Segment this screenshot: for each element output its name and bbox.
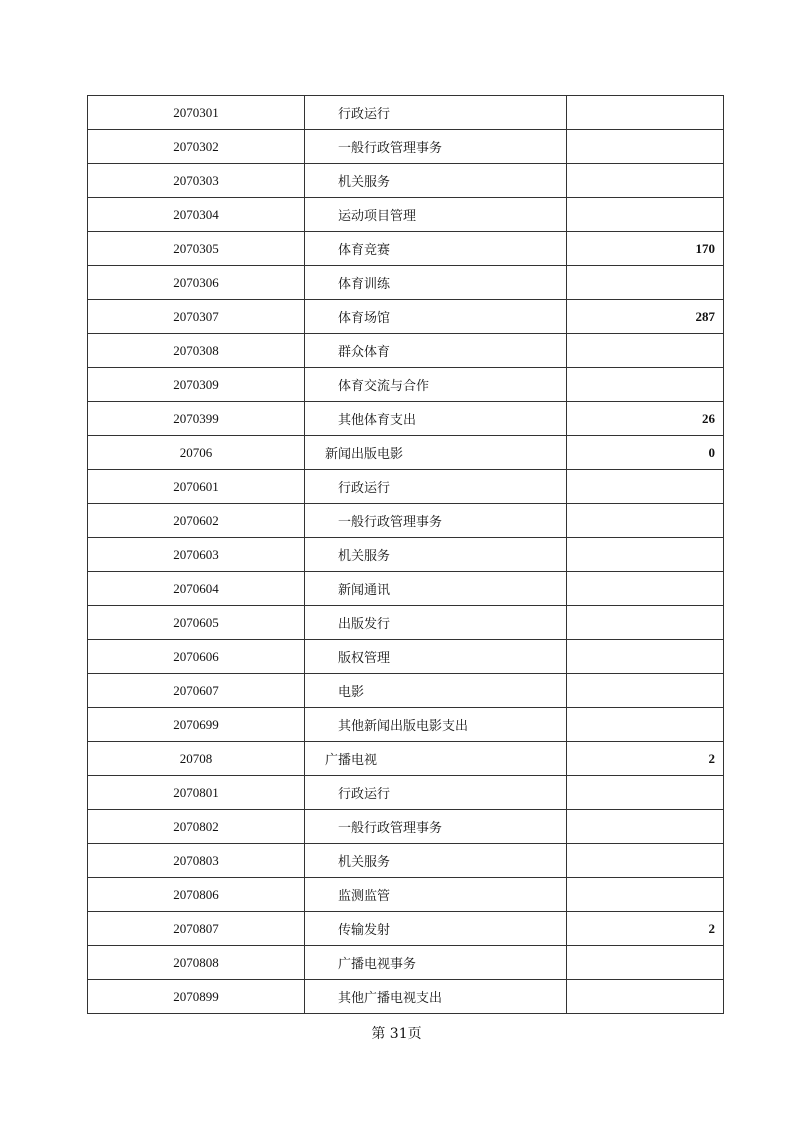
table-row bbox=[88, 96, 724, 130]
amount-cell bbox=[567, 946, 724, 980]
amount-cell: 2 bbox=[567, 912, 724, 946]
subject-name-cell: 体育训练 bbox=[305, 266, 567, 300]
subject-name-cell: 传输发射 bbox=[305, 912, 567, 946]
subject-code-cell: 2070806 bbox=[88, 878, 305, 912]
amount-cell: 287 bbox=[567, 300, 724, 334]
subject-code-cell: 2070304 bbox=[88, 198, 305, 232]
budget-table-container bbox=[87, 95, 724, 1014]
amount-cell bbox=[567, 606, 724, 640]
subject-name-cell: 出版发行 bbox=[305, 606, 567, 640]
subject-name-cell: 群众体育 bbox=[305, 334, 567, 368]
budget-table bbox=[87, 95, 724, 1014]
amount-cell: 26 bbox=[567, 402, 724, 436]
subject-code-cell: 2070308 bbox=[88, 334, 305, 368]
table-row bbox=[88, 402, 724, 436]
subject-code-cell: 2070699 bbox=[88, 708, 305, 742]
subject-name-cell: 体育场馆 bbox=[305, 300, 567, 334]
amount-cell bbox=[567, 844, 724, 878]
amount-cell bbox=[567, 198, 724, 232]
subject-name-cell: 版权管理 bbox=[305, 640, 567, 674]
table-row bbox=[88, 368, 724, 402]
subject-code-cell: 2070899 bbox=[88, 980, 305, 1014]
subject-name-cell: 一般行政管理事务 bbox=[305, 810, 567, 844]
subject-code-cell: 2070306 bbox=[88, 266, 305, 300]
table-row bbox=[88, 878, 724, 912]
subject-code-cell: 2070307 bbox=[88, 300, 305, 334]
subject-code-cell: 2070301 bbox=[88, 96, 305, 130]
table-row bbox=[88, 300, 724, 334]
amount-cell bbox=[567, 878, 724, 912]
subject-name-cell: 电影 bbox=[305, 674, 567, 708]
table-row bbox=[88, 164, 724, 198]
amount-cell: 2 bbox=[567, 742, 724, 776]
table-row bbox=[88, 334, 724, 368]
subject-name-cell: 一般行政管理事务 bbox=[305, 504, 567, 538]
table-row bbox=[88, 844, 724, 878]
page-number: 第 31页 bbox=[371, 1026, 422, 1042]
subject-code-cell: 2070399 bbox=[88, 402, 305, 436]
subject-name-cell: 监测监管 bbox=[305, 878, 567, 912]
table-row bbox=[88, 232, 724, 266]
table-row bbox=[88, 742, 724, 776]
subject-name-cell: 新闻通讯 bbox=[305, 572, 567, 606]
subject-name-cell: 体育交流与合作 bbox=[305, 368, 567, 402]
table-row bbox=[88, 980, 724, 1014]
subject-name-cell: 其他广播电视支出 bbox=[305, 980, 567, 1014]
amount-cell bbox=[567, 334, 724, 368]
subject-code-cell: 2070303 bbox=[88, 164, 305, 198]
amount-cell: 170 bbox=[567, 232, 724, 266]
subject-name-cell: 广播电视 bbox=[305, 742, 567, 776]
table-row bbox=[88, 572, 724, 606]
subject-code-cell: 2070302 bbox=[88, 130, 305, 164]
table-row bbox=[88, 470, 724, 504]
subject-name-cell: 体育竞赛 bbox=[305, 232, 567, 266]
subject-name-cell: 行政运行 bbox=[305, 776, 567, 810]
table-row bbox=[88, 640, 724, 674]
table-row bbox=[88, 776, 724, 810]
subject-code-cell: 20708 bbox=[88, 742, 305, 776]
subject-name-cell: 机关服务 bbox=[305, 538, 567, 572]
table-row bbox=[88, 130, 724, 164]
subject-name-cell: 其他体育支出 bbox=[305, 402, 567, 436]
amount-cell bbox=[567, 538, 724, 572]
amount-cell bbox=[567, 980, 724, 1014]
subject-code-cell: 2070802 bbox=[88, 810, 305, 844]
table-row bbox=[88, 538, 724, 572]
subject-name-cell: 其他新闻出版电影支出 bbox=[305, 708, 567, 742]
table-row bbox=[88, 504, 724, 538]
amount-cell bbox=[567, 640, 724, 674]
amount-cell bbox=[567, 368, 724, 402]
subject-code-cell: 2070606 bbox=[88, 640, 305, 674]
table-row bbox=[88, 606, 724, 640]
subject-code-cell: 20706 bbox=[88, 436, 305, 470]
amount-cell bbox=[567, 776, 724, 810]
subject-code-cell: 2070603 bbox=[88, 538, 305, 572]
table-row bbox=[88, 946, 724, 980]
table-row bbox=[88, 266, 724, 300]
table-row bbox=[88, 198, 724, 232]
subject-code-cell: 2070305 bbox=[88, 232, 305, 266]
subject-name-cell: 行政运行 bbox=[305, 470, 567, 504]
subject-code-cell: 2070601 bbox=[88, 470, 305, 504]
subject-name-cell: 机关服务 bbox=[305, 164, 567, 198]
amount-cell bbox=[567, 96, 724, 130]
amount-cell bbox=[567, 266, 724, 300]
amount-cell bbox=[567, 164, 724, 198]
subject-code-cell: 2070808 bbox=[88, 946, 305, 980]
amount-cell bbox=[567, 130, 724, 164]
subject-code-cell: 2070604 bbox=[88, 572, 305, 606]
subject-code-cell: 2070803 bbox=[88, 844, 305, 878]
amount-cell bbox=[567, 470, 724, 504]
subject-code-cell: 2070807 bbox=[88, 912, 305, 946]
subject-code-cell: 2070607 bbox=[88, 674, 305, 708]
amount-cell: 0 bbox=[567, 436, 724, 470]
table-row bbox=[88, 674, 724, 708]
subject-code-cell: 2070605 bbox=[88, 606, 305, 640]
amount-cell bbox=[567, 572, 724, 606]
subject-name-cell: 新闻出版电影 bbox=[305, 436, 567, 470]
subject-name-cell: 一般行政管理事务 bbox=[305, 130, 567, 164]
subject-name-cell: 运动项目管理 bbox=[305, 198, 567, 232]
budget-table-body bbox=[88, 96, 724, 1014]
subject-code-cell: 2070602 bbox=[88, 504, 305, 538]
amount-cell bbox=[567, 674, 724, 708]
table-row bbox=[88, 810, 724, 844]
amount-cell bbox=[567, 810, 724, 844]
amount-cell bbox=[567, 708, 724, 742]
amount-cell bbox=[567, 504, 724, 538]
table-row bbox=[88, 436, 724, 470]
subject-name-cell: 机关服务 bbox=[305, 844, 567, 878]
table-row bbox=[88, 708, 724, 742]
subject-code-cell: 2070309 bbox=[88, 368, 305, 402]
subject-name-cell: 行政运行 bbox=[305, 96, 567, 130]
subject-name-cell: 广播电视事务 bbox=[305, 946, 567, 980]
table-row bbox=[88, 912, 724, 946]
subject-code-cell: 2070801 bbox=[88, 776, 305, 810]
